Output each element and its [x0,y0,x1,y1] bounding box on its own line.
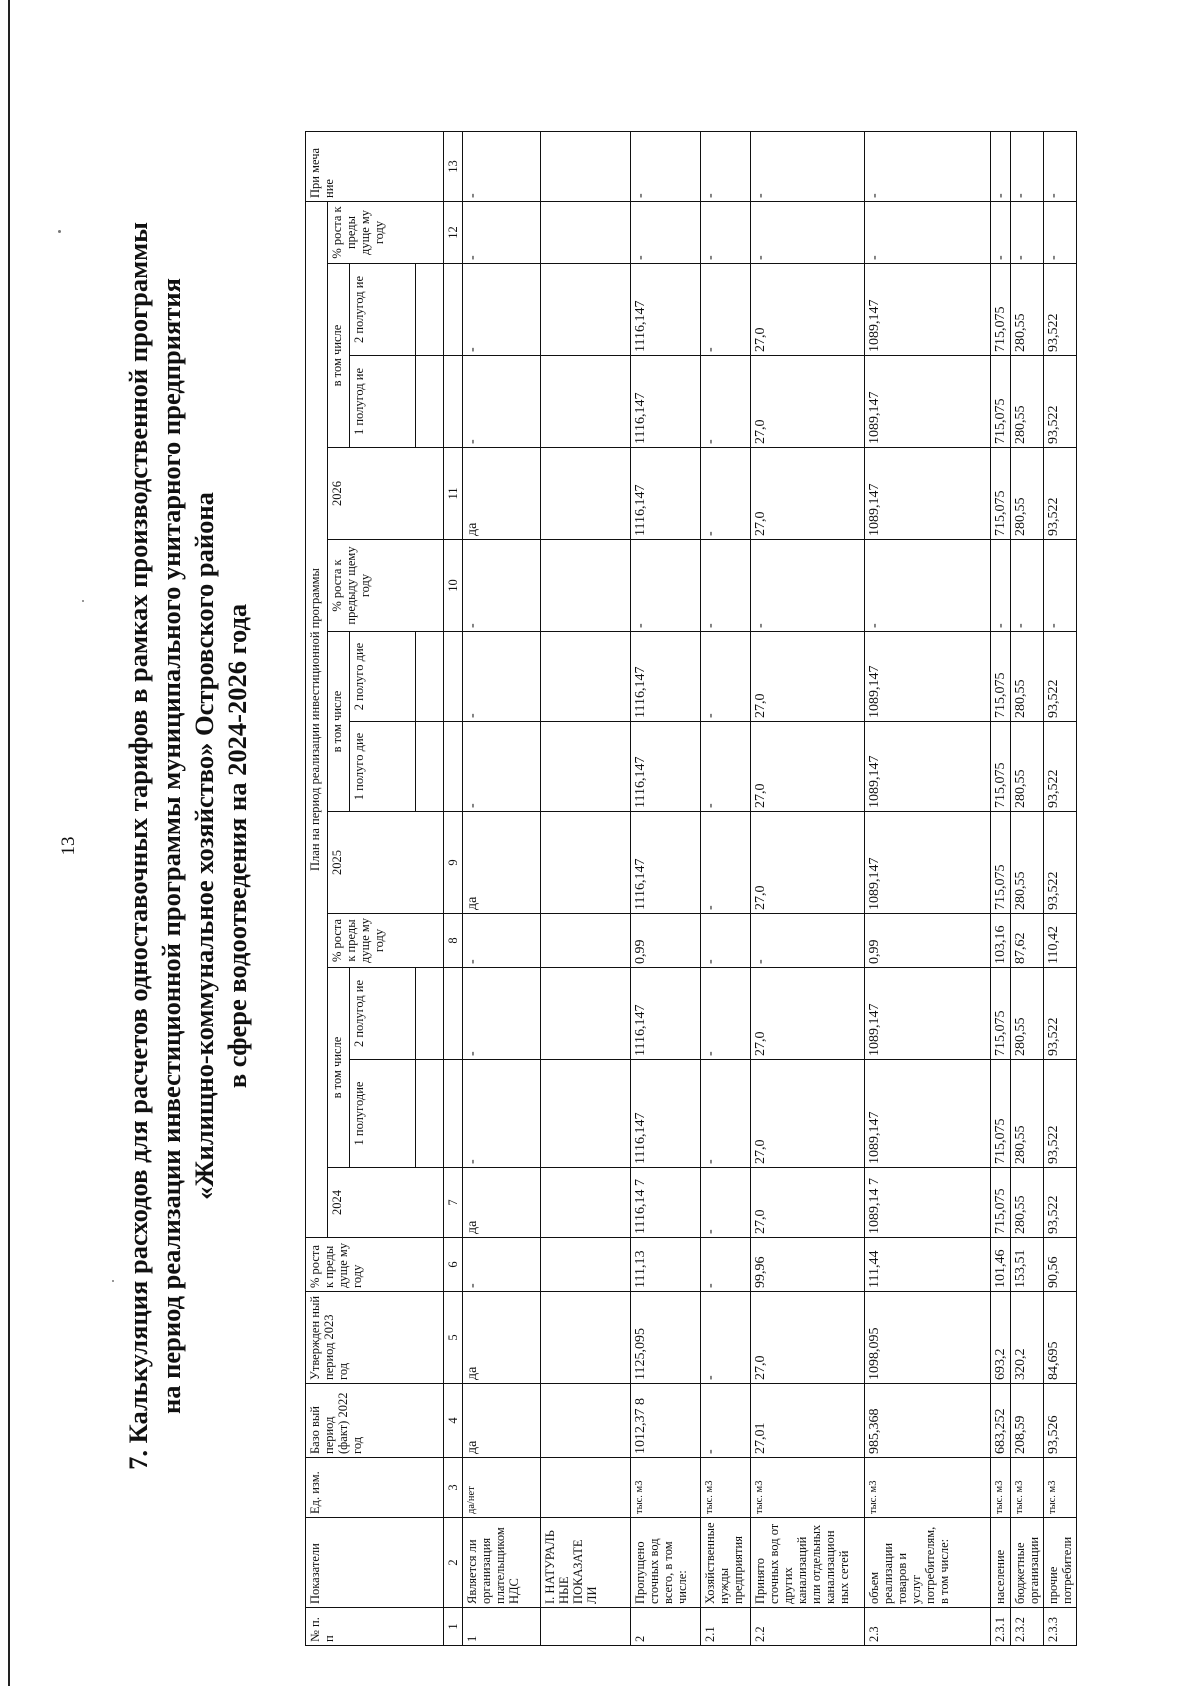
row-value: 27,0 [751,264,865,356]
row-value: - [701,1168,751,1238]
row-value: да [463,1292,541,1384]
row-value [541,132,631,202]
row-value: 280,55 [1011,968,1044,1060]
row-value: 93,522 [1044,356,1077,448]
row-number: 2 [631,1608,701,1646]
col-number: 7 [444,1168,463,1238]
col-number: 13 [444,132,463,202]
row-value: 1116,14 7 [631,1168,701,1238]
row-value: - [1044,202,1077,264]
table-body [463,132,1077,1646]
row-value: - [631,132,701,202]
row-value: 1116,147 [631,356,701,448]
row-value: 1089,147 [865,722,991,812]
title-line: в сфере водоотведения на 2024-2026 года [222,603,252,1089]
header-year-2026: 2026 [328,448,444,540]
row-unit: тыс. м3 [865,1458,991,1518]
row-value: 715,075 [991,722,1011,812]
row-number: 2.1 [701,1608,751,1646]
row-value: - [463,722,541,812]
row-value [541,540,631,632]
row-value: - [1011,540,1044,632]
row-value: 1089,14 7 [865,1168,991,1238]
row-value: 27,0 [751,448,865,540]
row-value: 693,2 [991,1292,1011,1384]
header-spacer [416,1060,444,1168]
row-value: 27,0 [751,632,865,722]
header-approved-period: Утвержден ный период 2023 год [306,1292,444,1384]
row-value: - [701,356,751,448]
row-number: 2.3.2 [1011,1608,1044,1646]
row-value: 27,0 [751,356,865,448]
row-value: - [701,722,751,812]
row-value: 683,252 [991,1384,1011,1458]
header-h2-2026: 2 полугод ие [350,264,416,356]
row-value: 715,075 [991,968,1011,1060]
col-number: 9 [444,812,463,914]
row-value [541,1060,631,1168]
row-indicator: объем реализации товаров и услуг потребителям, в том числе: [865,1518,991,1608]
row-number [541,1608,631,1646]
table-row [991,132,1011,1646]
row-value: 93,522 [1044,1168,1077,1238]
row-indicator: Пропущено сточных вод всего, в том числе: [631,1518,701,1608]
row-value [541,914,631,968]
title-line: 7. Калькуляция расходов для расчетов одноставочных тарифов в рамках производственной программы [123,222,153,1470]
row-value: - [701,132,751,202]
row-number: 2.2 [751,1608,865,1646]
row-value: - [463,132,541,202]
table-row [865,132,991,1646]
row-indicator: прочие потребители [1044,1518,1077,1608]
col-number: 6 [444,1238,463,1292]
col-number: 2 [444,1518,463,1608]
row-number: 2.3 [865,1608,991,1646]
row-value: - [1011,132,1044,202]
header-growth: % роста к преды дуще му году [306,1238,444,1292]
row-value: 87,62 [1011,914,1044,968]
row-value: 280,55 [1011,812,1044,914]
row-value: 1089,147 [865,356,991,448]
row-value: 84,695 [1044,1292,1077,1384]
row-unit: тыс. м3 [991,1458,1011,1518]
header-spacer [416,264,444,356]
table-row [541,132,631,1646]
row-value: 715,075 [991,264,1011,356]
row-value: 1116,147 [631,812,701,914]
row-value: - [751,202,865,264]
row-value: 93,522 [1044,1060,1077,1168]
col-number: 3 [444,1458,463,1518]
row-value: 93,522 [1044,448,1077,540]
col-number [444,264,463,356]
row-value: 715,075 [991,448,1011,540]
row-value: 280,55 [1011,722,1044,812]
row-value: 715,075 [991,812,1011,914]
row-value: 93,522 [1044,722,1077,812]
row-value: - [463,1238,541,1292]
row-value: 93,522 [1044,812,1077,914]
row-value: 280,55 [1011,448,1044,540]
header-year-2024: 2024 [328,1168,444,1238]
row-value: 985,368 [865,1384,991,1458]
header-incl-2025: в том числе [328,632,350,812]
row-value: - [701,202,751,264]
row-value: 280,55 [1011,1168,1044,1238]
table-header [306,132,463,1646]
row-value: - [701,812,751,914]
row-value [541,448,631,540]
row-value: 715,075 [991,356,1011,448]
rotated-page-content [20,26,1180,1666]
header-year-2025: 2025 [328,812,444,914]
row-value: - [991,132,1011,202]
row-value: 27,0 [751,1292,865,1384]
table-row [1044,132,1077,1646]
row-value: 93,526 [1044,1384,1077,1458]
col-number: 1 [444,1608,463,1646]
row-indicator: Принято сточных вод от других канализаций или отдельных канализацион ных сетей [751,1518,865,1608]
row-value: 1098,095 [865,1292,991,1384]
row-unit: да/нет [463,1458,541,1518]
col-number [444,968,463,1060]
tariff-calculation-table [305,131,1077,1646]
row-value: - [1011,202,1044,264]
row-number: 2.3.1 [991,1608,1011,1646]
row-value: 1089,147 [865,632,991,722]
header-growth-2025: % роста к предыду щему году [328,540,444,632]
row-value: 715,075 [991,1168,1011,1238]
row-value: 1089,147 [865,968,991,1060]
col-number: 11 [444,448,463,540]
row-value: - [631,540,701,632]
row-value: 111,44 [865,1238,991,1292]
row-value: 99,96 [751,1238,865,1292]
row-value: - [631,202,701,264]
header-num: № п. п [306,1608,444,1646]
row-value: - [751,540,865,632]
row-value: 27,0 [751,1060,865,1168]
col-number: 4 [444,1384,463,1458]
col-number: 8 [444,914,463,968]
document-title [122,26,254,1666]
header-indicator: Показатели [306,1518,444,1608]
row-value [541,812,631,914]
row-unit: тыс. м3 [1011,1458,1044,1518]
row-value: - [1044,540,1077,632]
row-value: да [463,1168,541,1238]
header-h1-2024: 1 полугодие [350,1060,416,1168]
table-row [701,132,751,1646]
row-value: 1125,095 [631,1292,701,1384]
row-unit: тыс. м3 [1044,1458,1077,1518]
row-value: - [991,202,1011,264]
row-value: - [701,1292,751,1384]
title-line: на период реализации инвестиционной программы муниципального унитарного предприятия [156,278,186,1415]
row-value: - [701,264,751,356]
header-h2-2024: 2 полугод ие [350,968,416,1060]
row-value: - [865,132,991,202]
row-unit: тыс. м3 [631,1458,701,1518]
row-indicator: население [991,1518,1011,1608]
row-value: - [701,914,751,968]
row-value: 208,59 [1011,1384,1044,1458]
row-value [541,968,631,1060]
row-value [541,1168,631,1238]
row-indicator: Является ли организация плательщиком НДС [463,1518,541,1608]
row-value: - [991,540,1011,632]
row-value: 280,55 [1011,632,1044,722]
column-number-row [444,132,463,1646]
row-value: - [701,968,751,1060]
col-number [444,356,463,448]
row-value: 1089,147 [865,1060,991,1168]
row-value [541,1238,631,1292]
row-value: - [865,540,991,632]
row-unit: тыс. м3 [751,1458,865,1518]
row-value: 320,2 [1011,1292,1044,1384]
header-spacer [416,632,444,722]
row-number: 2.3.3 [1044,1608,1077,1646]
row-value [541,632,631,722]
header-h1-2025: 1 полуго дие [350,722,416,812]
header-note: При меча ние [306,132,444,202]
row-indicator: I. НАТУРАЛЬ НЫЕ ПОКАЗАТЕ ЛИ [541,1518,631,1608]
row-indicator: Хозяйственные нужды предприятия [701,1518,751,1608]
row-value: 101,46 [991,1238,1011,1292]
row-value: 153,51 [1011,1238,1044,1292]
page-number: 13 [58,836,79,856]
row-value: - [701,448,751,540]
row-value: - [463,202,541,264]
row-value: 0,99 [631,914,701,968]
row-value: - [463,968,541,1060]
row-value: 280,55 [1011,356,1044,448]
header-unit: Ед. изм. [306,1458,444,1518]
row-value: - [463,264,541,356]
row-value [541,722,631,812]
row-value: - [463,1060,541,1168]
header-plan: План на период реализации инвестиционной программы [306,202,328,1238]
row-value: 1089,147 [865,264,991,356]
header-incl-2024: в том числе [328,968,350,1168]
row-value [541,264,631,356]
header-h1-2026: 1 полугод ие [350,356,416,448]
row-value: - [701,1238,751,1292]
row-value: - [463,914,541,968]
row-value: 1116,147 [631,722,701,812]
col-number [444,632,463,722]
row-value: да [463,448,541,540]
row-value: 1116,147 [631,1060,701,1168]
row-value: - [463,356,541,448]
header-spacer [416,356,444,448]
page-left-border [8,0,10,1686]
header-growth-2024: % роста к преды дуще му году [328,914,444,968]
row-value: да [463,812,541,914]
row-indicator: бюджетные организации [1011,1518,1044,1608]
row-value: - [463,540,541,632]
table-row [751,132,865,1646]
header-growth-2026: % роста к преды дуще му году [328,202,444,264]
col-number: 10 [444,540,463,632]
row-value: - [1044,132,1077,202]
row-value: 27,0 [751,1168,865,1238]
row-value: - [701,1384,751,1458]
row-value: - [701,1060,751,1168]
row-value: 27,0 [751,812,865,914]
row-value [541,1292,631,1384]
header-spacer [416,722,444,812]
row-value: 27,01 [751,1384,865,1458]
row-value: 90,56 [1044,1238,1077,1292]
row-value [541,202,631,264]
row-value: 1116,147 [631,448,701,540]
row-value: - [701,540,751,632]
row-value: 1089,147 [865,448,991,540]
row-value: 1012,37 8 [631,1384,701,1458]
row-value: да [463,1384,541,1458]
row-value: 1116,147 [631,632,701,722]
row-value: 280,55 [1011,1060,1044,1168]
row-value: 27,0 [751,722,865,812]
title-line: «Жилищно-коммунальное хозяйство» Островского района [189,492,219,1200]
row-value [541,1384,631,1458]
row-value: 93,522 [1044,264,1077,356]
table-row [1011,132,1044,1646]
col-number [444,722,463,812]
row-value: - [865,202,991,264]
row-value: - [751,132,865,202]
row-value: 715,075 [991,1060,1011,1168]
col-number [444,1060,463,1168]
row-number: 1 [463,1608,541,1646]
col-number: 12 [444,202,463,264]
row-value: - [463,632,541,722]
header-h2-2025: 2 полуго дие [350,632,416,722]
row-value: 280,55 [1011,264,1044,356]
row-value: 110,42 [1044,914,1077,968]
row-value: 111,13 [631,1238,701,1292]
row-value [541,356,631,448]
row-value: 27,0 [751,968,865,1060]
header-base-period: Базо вый период (факт) 2022 год [306,1384,444,1458]
row-value: 1089,147 [865,812,991,914]
row-unit [541,1458,631,1518]
table-row [463,132,541,1646]
row-value: 715,075 [991,632,1011,722]
row-value: - [701,632,751,722]
row-value: 1116,147 [631,968,701,1060]
row-value: 0,99 [865,914,991,968]
row-value: 1116,147 [631,264,701,356]
header-incl-2026: в том числе [328,264,350,448]
row-unit: тыс. м3 [701,1458,751,1518]
table-row [631,132,701,1646]
header-spacer [416,968,444,1060]
row-value: 93,522 [1044,968,1077,1060]
col-number: 5 [444,1292,463,1384]
row-value: 93,522 [1044,632,1077,722]
row-value: - [751,914,865,968]
row-value: 103,16 [991,914,1011,968]
